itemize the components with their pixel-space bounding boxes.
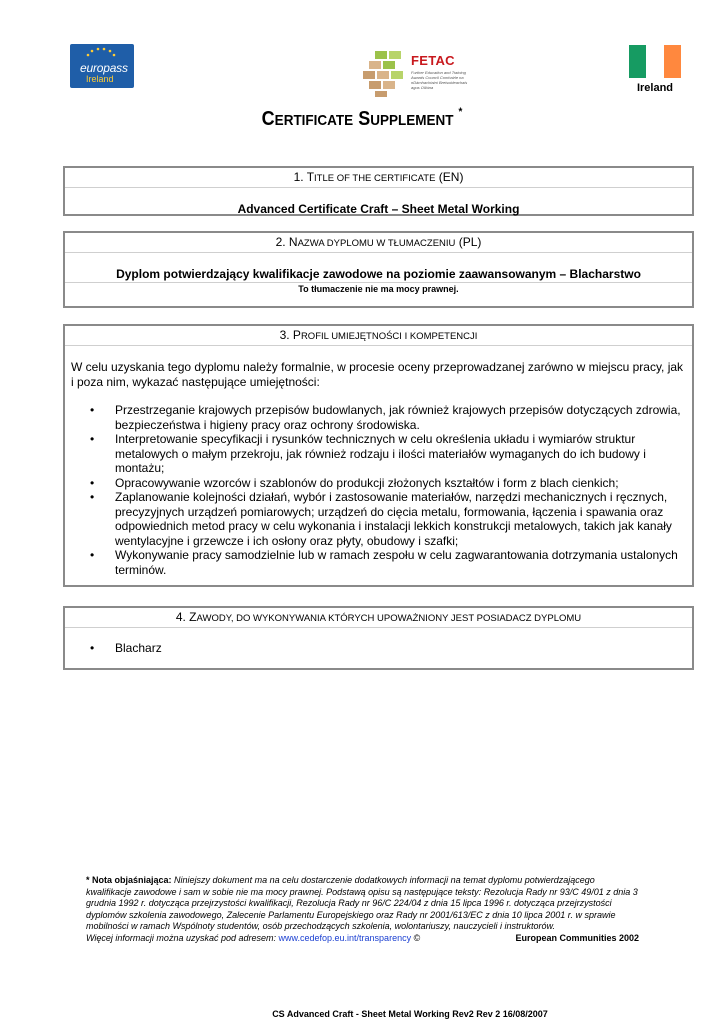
list-item: • Interpretowanie specyfikacji i rysunków technicznych w celu określenia układu i wymiarów struktur metalowych o małym przekroju, jak również rodzaju i ilości materiałów wymaganych do ich budowy i montażu; <box>90 432 646 475</box>
section-translated-title <box>63 231 694 308</box>
europass-country: Ireland <box>86 74 114 84</box>
fetac-emblem-icon <box>361 49 409 99</box>
transparency-link[interactable]: www.cedefop.eu.int/transparency <box>278 932 412 943</box>
european-communities-credit: European Communities 2002 <box>515 932 639 943</box>
skills-intro: W celu uzyskania tego dyplomu należy formalnie, w procesie oceny przeprowadzanej zarówno w miejscu pracy, jak i poza nim, wykazać następujące umiejętności: <box>71 360 684 389</box>
more-info-text: Więcej informacji można uzyskać pod adresem: <box>86 932 279 943</box>
skills-list <box>65 390 692 577</box>
section-heading: 3. PROFIL UMIEJĘTNOŚCI I KOMPETENCJI <box>65 326 692 346</box>
page-title: CERTIFICATE SUPPLEMENT * <box>261 106 463 130</box>
document-footer: CS Advanced Craft - Sheet Metal Working Rev2 Rev 2 16/08/2007 <box>272 1009 548 1019</box>
list-item: • Opracowywanie wzorców i szablonów do produkcji złożonych kształtów i form z blach cienkich; <box>90 475 619 490</box>
translation-disclaimer: To tłumaczenie nie ma mocy prawnej. <box>298 284 459 294</box>
list-item: • Wykonywanie pracy samodzielnie lub w ramach zespołu w celu zagwarantowania dotrzymania ustalonych terminów. <box>90 548 678 577</box>
ireland-flag-icon <box>629 45 681 78</box>
certificate-title-pl: Dyplom potwierdzający kwalifikacje zawodowe na poziomie zaawansowanym – Blacharstwo <box>65 253 692 283</box>
fetac-tagline: Further Education and Training Awards Council Comhairle na nDámhachtainí Breisoideachais agus Oiliúna <box>411 70 468 90</box>
fetac-logo <box>361 49 477 99</box>
section-heading: 4. ZAWODY, DO WYKONYWANIA KTÓRYCH UPOWAŻNIONY JEST POSIADACZ DYPLOMU <box>65 608 692 628</box>
list-item: • Zaplanowanie kolejności działań, wybór i zastosowanie materiałów, narzędzi mechanicznych i ręcznych, precyzyjnych urządzeń pomiarowych; urządzeń do cięcia metalu, formowania, łączenia i spawania oraz odpowiednich metod pracy w celu wykonania i instalacji lekkich konstrukcji metalowych, takich jak kanały wentylacyjne i grzewcze i ich osłony oraz płyty, obudowy i szafki; <box>90 490 672 548</box>
europass-logo <box>70 44 134 88</box>
occupations-list <box>65 628 692 656</box>
country-label: Ireland <box>636 82 674 94</box>
europass-wordmark: europass <box>80 61 128 75</box>
list-item: • Blacharz <box>90 641 162 655</box>
section-title-of-certificate <box>63 166 694 216</box>
section-heading: 2. NAZWA DYPLOMU W TŁUMACZENIU (PL) <box>65 233 692 253</box>
list-item: • Przestrzeganie krajowych przepisów budowlanych, jak również krajowych przepisów dotyczących zdrowia, bezpieczeństwa i higieny pracy oraz ochrony środowiska. <box>90 403 681 432</box>
section-heading: 1. TITLE OF THE CERTIFICATE (EN) <box>65 168 692 188</box>
section-skills-profile <box>63 324 694 587</box>
note-lead: * Nota objaśniająca: <box>86 875 172 885</box>
note-text: Niniejszy dokument ma na celu dostarczenie dodatkowych informacji na temat dyplomu potwierdzającego kwalifikacje zawodowe i sam w sobie nie ma mocy prawnej. Podstawą opisu są następujące teksty: Rezolucja Rady nr 93/C 49/01 z dnia 3 grudnia 1992 r. dotycząca przejrzystości kwalifikacji, Rezolucja Rady nr 96/C 224/04 z dnia 15 lipca 1996 r. dotycząca przejrzystości dyplomów szkolenia zawodowego, Zalecenie Parlamentu Europejskiego oraz Rady nr 2001/613/EC z dnia 10 lipca 2001 r. w sprawie mobilności w ramach Wspólnoty studentów, osób przechodzących szkolenia, wolontariuszy, nauczycieli i instruktorów. <box>86 875 638 931</box>
explanatory-note <box>86 875 642 944</box>
fetac-wordmark: FETAC <box>411 53 455 68</box>
section-occupations <box>63 606 694 670</box>
copyright-symbol: © <box>411 932 421 943</box>
certificate-title-en: Advanced Certificate Craft – Sheet Metal Working <box>237 202 520 216</box>
